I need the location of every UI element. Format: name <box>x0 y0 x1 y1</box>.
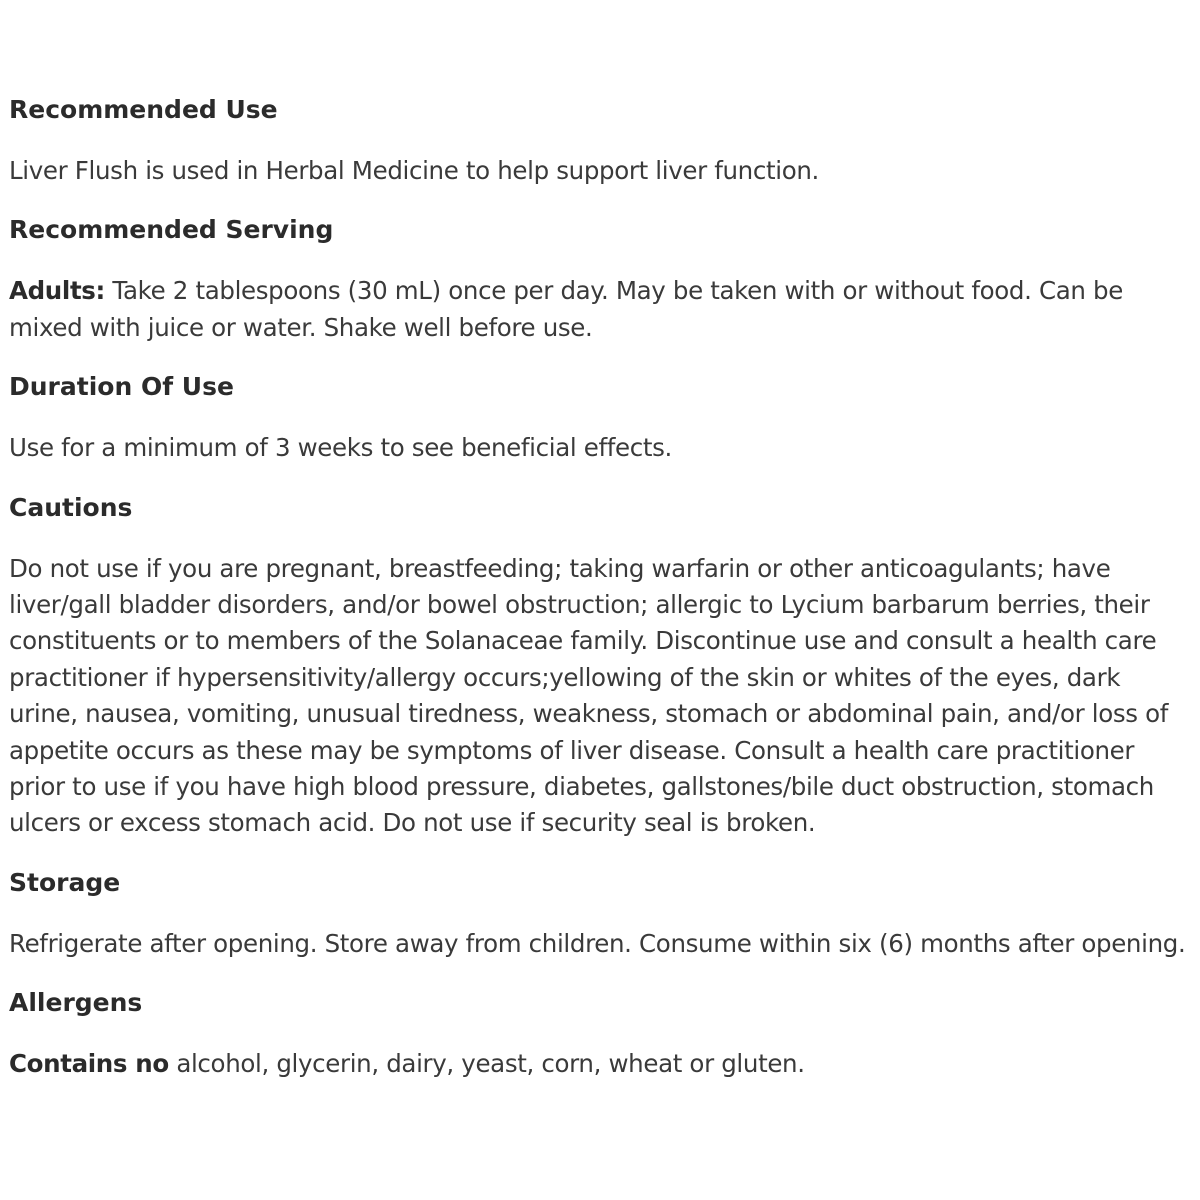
cautions-heading: Cautions <box>9 492 133 522</box>
product-info-document <box>9 93 1195 1083</box>
contains-no-label: Contains no <box>9 1049 169 1079</box>
recommended-use-heading: Recommended Use <box>9 95 278 124</box>
recommended-serving-text <box>9 273 1195 346</box>
cautions-text: Do not use if you are pregnant, breastfeeding; taking warfarin or other anticoagulants; have liver/gall bladder disorders, and/or bowel obstruction; allergic to Lycium barbarum berries, their constituents or to members of the Solanaceae family. Discontinue use and consult a health care practitioner if hypersensitivity/allergy occurs;yellowing of the skin or whites of the eyes, dark urine, nausea, vomiting, unusual tiredness, weakness, stomach or abdominal pain, and/or loss of appetite occurs as these may be symptoms of liver disease. Consult a health care practitioner prior to use if you have high blood pressure, diabetes, gallstones/bile duct obstruction, stomach ulcers or excess stomach acid. Do not use if security seal is broken. <box>9 553 1169 838</box>
allergens-heading: Allergens <box>9 988 143 1018</box>
allergens-text <box>9 1046 1195 1082</box>
storage-text: Refrigerate after opening. Store away from children. Consume within six (6) months after opening. <box>9 928 1186 958</box>
serving-instructions: Take 2 tablespoons (30 mL) once per day. May be taken with or without food. Can be mixed with juice or water. Shake well before use. <box>9 276 1123 342</box>
storage-heading: Storage <box>9 867 121 897</box>
adults-label: Adults: <box>9 276 105 306</box>
duration-of-use-text: Use for a minimum of 3 weeks to see beneficial effects. <box>9 433 672 463</box>
recommended-use-text: Liver Flush is used in Herbal Medicine to help support liver function. <box>9 156 819 185</box>
duration-of-use-heading: Duration Of Use <box>9 372 234 402</box>
allergens-list: alcohol, glycerin, dairy, yeast, corn, wheat or gluten. <box>168 1049 805 1079</box>
recommended-serving-heading: Recommended Serving <box>9 215 334 245</box>
